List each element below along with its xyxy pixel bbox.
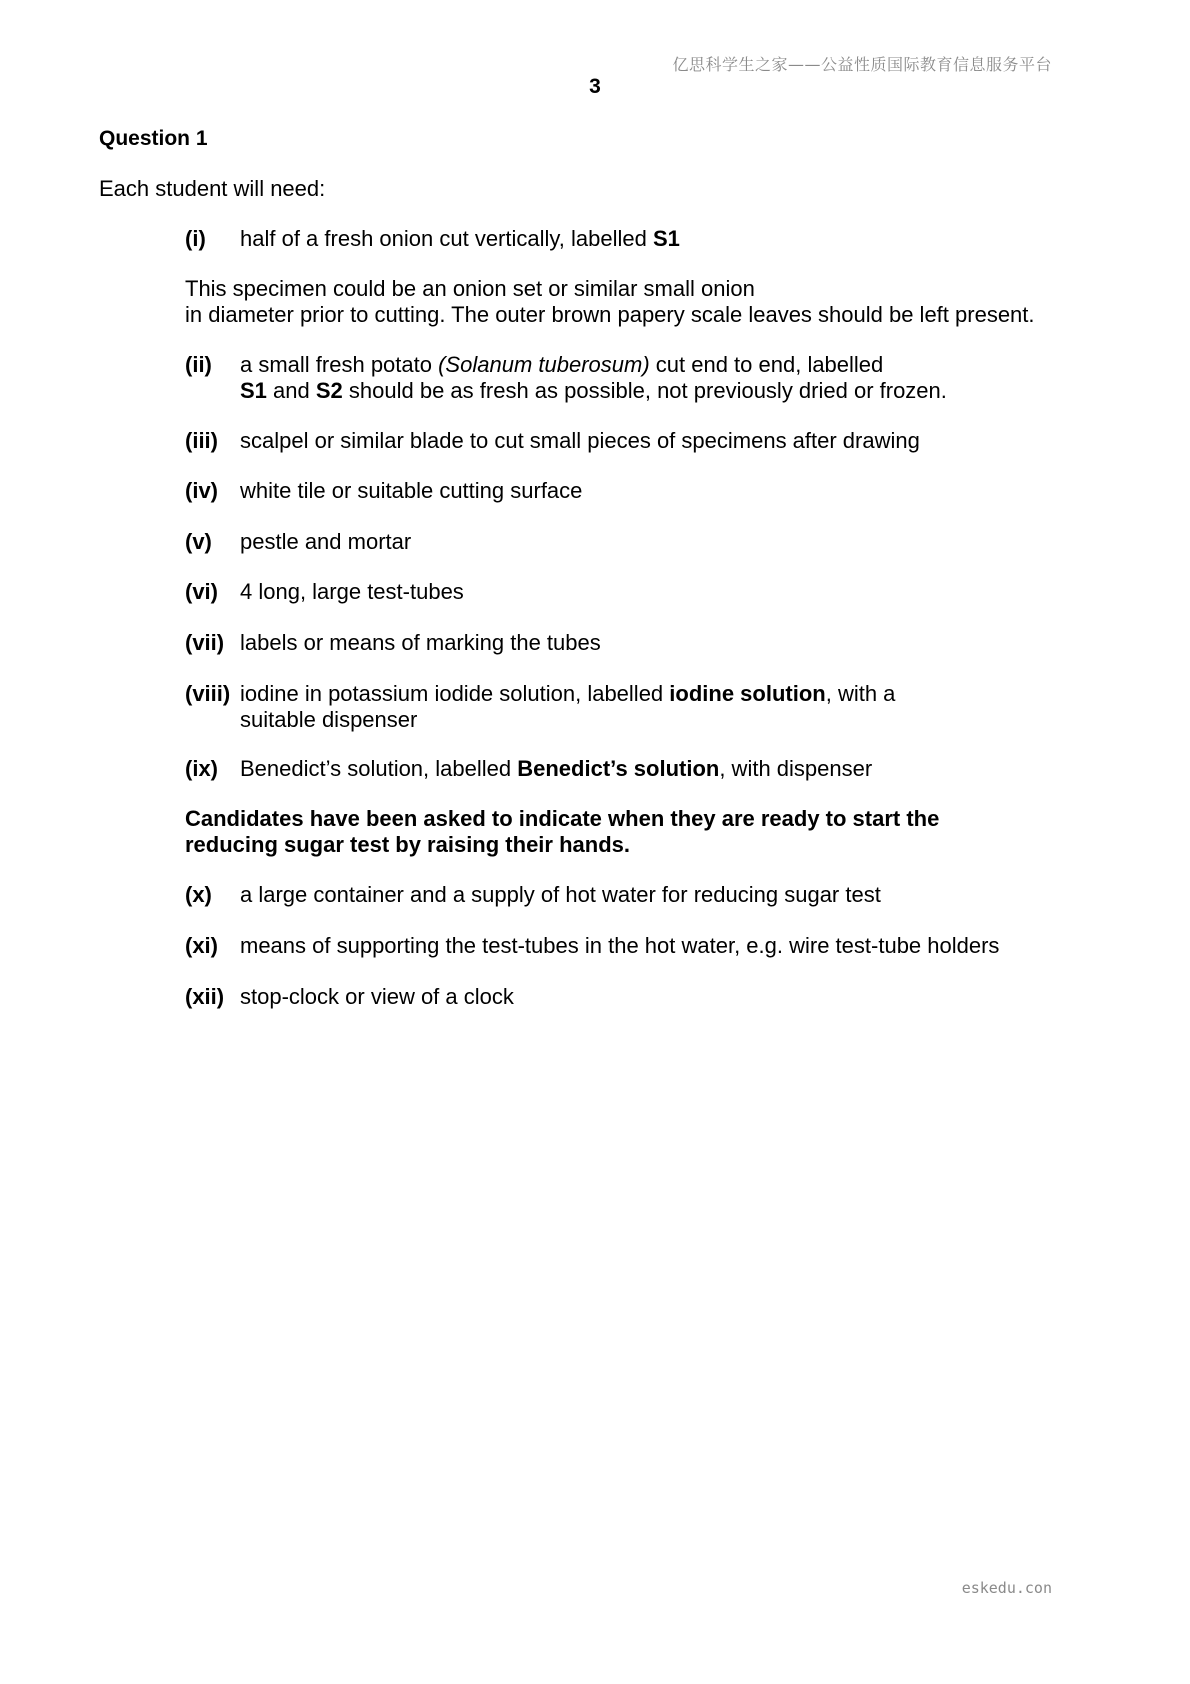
list-item bbox=[185, 882, 1065, 908]
item-text: a small fresh potato (Solanum tuberosum) cut end to end, labelled S1 and S2 should be as fresh as possible, not previously dried or frozen. bbox=[240, 352, 947, 403]
item-number: (viii) bbox=[185, 681, 231, 706]
item-number: (iii) bbox=[185, 428, 218, 453]
candidates-note-line: reducing sugar test by raising their hands. bbox=[185, 832, 630, 857]
item-number: (i) bbox=[185, 226, 206, 251]
list-item bbox=[185, 529, 1065, 555]
footer-watermark: eskedu.con bbox=[961, 1579, 1052, 1597]
item-text: scalpel or similar blade to cut small pieces of specimens after drawing bbox=[240, 428, 920, 453]
list-item bbox=[185, 630, 1065, 656]
list-item bbox=[185, 428, 1065, 454]
item-text: half of a fresh onion cut vertically, labelled S1 bbox=[240, 226, 680, 251]
candidates-note bbox=[185, 806, 1065, 858]
item-number: (x) bbox=[185, 882, 212, 907]
item-number: (ii) bbox=[185, 352, 212, 377]
item-text: iodine in potassium iodide solution, labelled iodine solution, with a suitable dispenser bbox=[240, 681, 896, 732]
specimen-note bbox=[185, 276, 1065, 328]
item-text: stop-clock or view of a clock bbox=[240, 984, 514, 1009]
page-number: 3 bbox=[589, 75, 601, 98]
item-number: (v) bbox=[185, 529, 212, 554]
item-number: (vi) bbox=[185, 579, 218, 604]
header-watermark: 亿思科学生之家——公益性质国际教育信息服务平台 bbox=[672, 55, 1052, 74]
item-text: a large container and a supply of hot water for reducing sugar test bbox=[240, 882, 881, 907]
item-text: labels or means of marking the tubes bbox=[240, 630, 601, 655]
specimen-note-line: in diameter prior to cutting. The outer brown papery scale leaves should be left present. bbox=[185, 302, 1035, 327]
specimen-note-line: This specimen could be an onion set or similar small onion bbox=[185, 276, 755, 301]
list-item bbox=[185, 933, 1065, 959]
list-item bbox=[185, 226, 1065, 252]
item-text: 4 long, large test-tubes bbox=[240, 579, 464, 604]
item-number: (ix) bbox=[185, 756, 218, 781]
list-item bbox=[185, 984, 1065, 1010]
item-text: white tile or suitable cutting surface bbox=[240, 478, 583, 503]
list-item bbox=[185, 352, 1065, 404]
list-item bbox=[185, 756, 1065, 782]
list-item bbox=[185, 478, 1065, 504]
question-title: Question 1 bbox=[99, 127, 208, 150]
item-number: (xii) bbox=[185, 984, 225, 1009]
item-text: means of supporting the test-tubes in the hot water, e.g. wire test-tube holders bbox=[240, 933, 1000, 958]
item-number: (vii) bbox=[185, 630, 225, 655]
item-text: pestle and mortar bbox=[240, 529, 412, 554]
list-item bbox=[185, 681, 1065, 733]
list-item bbox=[185, 579, 1065, 605]
item-number: (xi) bbox=[185, 933, 218, 958]
question-intro: Each student will need: bbox=[99, 176, 326, 201]
candidates-note-line: Candidates have been asked to indicate when they are ready to start the bbox=[185, 806, 940, 831]
item-number: (iv) bbox=[185, 478, 218, 503]
item-text: Benedict’s solution, labelled Benedict’s solution, with dispenser bbox=[240, 756, 873, 781]
